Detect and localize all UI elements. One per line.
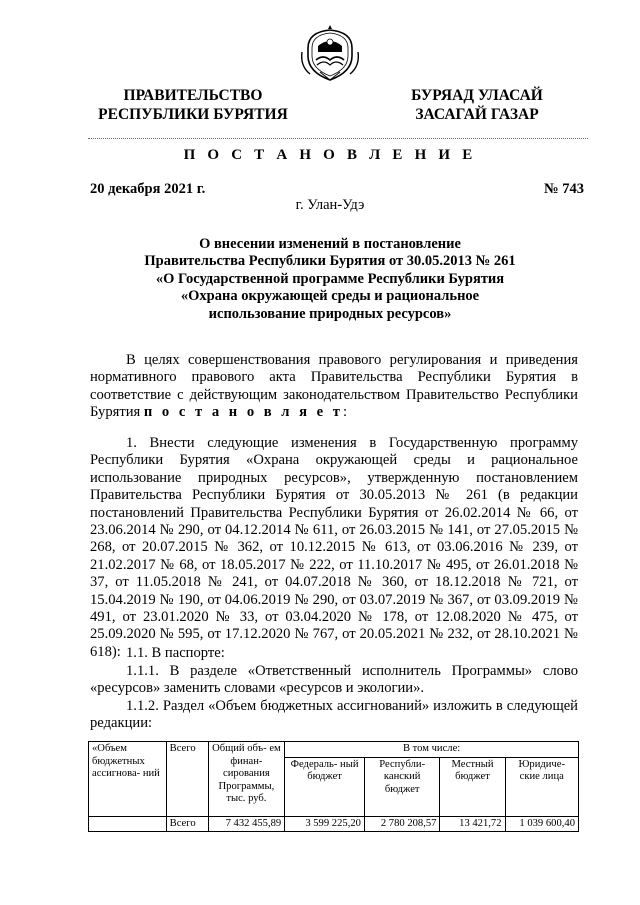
table-header-cell: Местный бюджет [440,757,505,816]
paragraph-1 [90,435,578,661]
table-cell: Всего [166,816,208,832]
table-header-cell: Общий объ- ем финан- сирования Программы, тыс. руб. [208,742,285,817]
paragraph-1-1-1-text: 1.1.1. В разделе «Ответственный исполнитель Программы» слово «ресурсов» заменить словами «ресурсов и экологии». [90,663,578,697]
paragraph-1-1-text: 1.1. В паспорте: [126,645,225,661]
table-header-cell: Республи- канский бюджет [364,757,440,816]
table-row [89,816,579,832]
table-cell: 3 599 225,20 [285,816,365,832]
table-cell: 1 039 600,40 [505,816,578,832]
government-name-bua [392,86,562,124]
header-divider [88,138,588,139]
document-number: № 743 [544,181,584,197]
table-header-cell: Юридиче- ские лица [505,757,578,816]
preamble-paragraph [90,352,578,422]
government-name-ru [88,86,298,124]
table-cell: 13 421,72 [440,816,505,832]
paragraph-1-1-1 [90,663,578,698]
table-header-row [89,742,579,758]
subject-line-1: О внесении изменений в постановление [199,236,461,252]
budget-table [88,741,579,832]
government-name-line2: РЕСПУБЛИКИ БУРЯТИЯ [98,106,288,123]
government-name-line1: ПРАВИТЕЛЬСТВО [123,87,263,104]
subject-line-5: использование природных ресурсов» [208,305,452,322]
table-header-cell: Всего [166,742,208,817]
government-name-bua-line2: ЗАСАГАЙ ГАЗАР [415,106,539,123]
document-subject [120,236,540,323]
preamble-end: : [342,404,348,421]
preamble-text: В целях совершенствования правового регулирования и приведения нормативного правового акта Правительства Республики Бурятия в соответствие с действующим законодательством Правительство Республики Бурятия [90,352,578,421]
table-header-cell: «Объем бюджетных ассигнова- ний [89,742,167,817]
table-cell: 2 780 208,57 [364,816,440,832]
coat-of-arms-icon [298,22,362,84]
document-type: П О С Т А Н О В Л Е Н И Е [183,147,477,163]
table-cell: 7 432 455,89 [208,816,285,832]
subject-line-3: «О Государственной программе Республики Бурятия [155,270,505,287]
document-city: г. Улан-Удэ [295,197,365,213]
paragraph-1-1 [90,645,578,662]
paragraph-1-1-2-text: 1.1.2. Раздел «Объем бюджетных ассигнований» изложить в следующей редакции: [90,698,578,732]
table-cell [89,816,167,832]
subject-line-2: Правительства Республики Бурятия от 30.05.2013 № 261 [144,253,516,270]
document-date: 20 декабря 2021 г. [90,181,206,197]
government-name-bua-line1: БУРЯАД УЛАСАЙ [411,87,543,104]
resolves-word: п о с т а н о в л я е т [143,404,343,421]
table-header-group: В том числе: [285,742,579,758]
paragraph-1-text: 1. Внести следующие изменения в Государственную программу Республики Бурятия «Охрана окружающей среды и рациональное использование природных ресурсов», утвержденную постановлением Правительства Республики Бурятия от 30.05.2013 № 261 (в редакции постановлений Правительства Республики Бурятия от 26.02.2014 № 66, от 23.06.2014 № 290, от 04.12.2014 № 611, от 26.03.2015 № 141, от 27.05.2015 № 268, от 20.07.2015 № 362, от 10.12.2015 № 613, от 03.06.2016 № 239, от 21.02.2017 № 68, от 18.05.2017 № 222, от 11.10.2017 № 495, от 26.01.2018 № 37, от 11.05.2018 № 241, от 04.07.2018 № 360, от 18.12.2018 № 721, от 15.04.2019 № 190, от 04.06.2019 № 290, от 03.07.2019 № 367, от 03.09.2019 № 491, от 23.01.2020 № 33, от 03.04.2020 № 178, от 12.08.2020 № 475, от 25.09.2020 № 595, от 17.12.2020 № 767, от 20.05.2021 № 232, от 28.10.2021 № 618): [90,435,578,660]
subject-line-4: «Охрана окружающей среды и рациональное [180,288,480,305]
paragraph-1-1-2 [90,698,578,733]
table-header-cell: Федераль- ный бюджет [285,757,365,816]
